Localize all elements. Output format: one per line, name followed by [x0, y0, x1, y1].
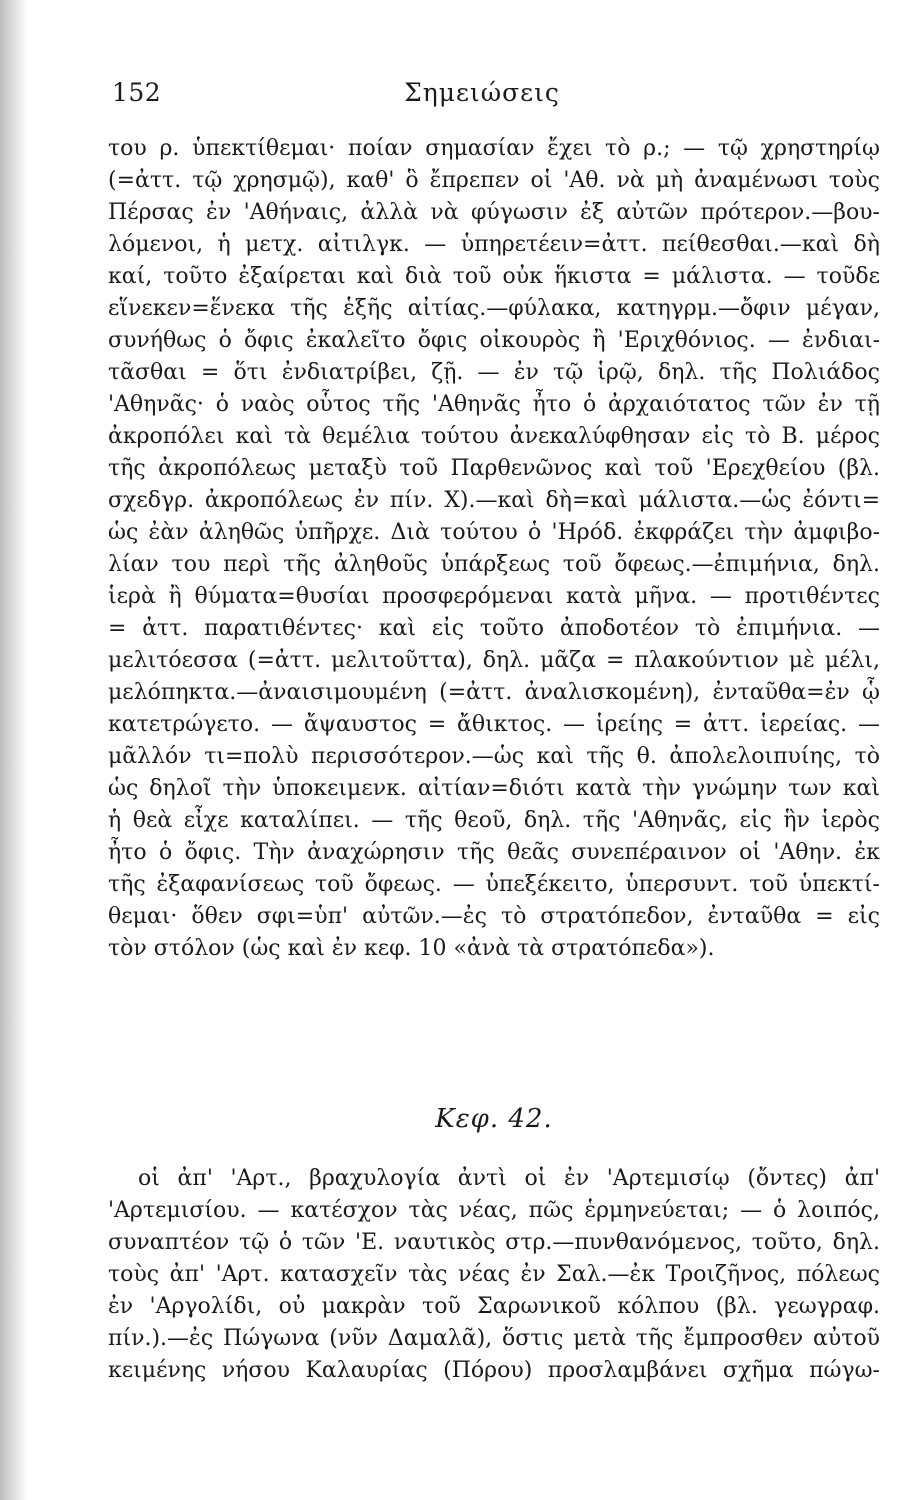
text-line: οἱ ἀπ' 'Αρτ., βραχυλογία ἀντὶ οἱ ἐν 'Αρτεμισίῳ (ὄντες) ἀπ' — [138, 1166, 880, 1191]
text-line: 'Αρτεμισίου. — κατέσχον τὰς νέας, πῶς ἑρμηνεύεται; — ὁ λοιπός, — [108, 1198, 880, 1223]
text-line: τὸν στόλον (ὡς καὶ ἐν κεφ. 10 «ἀνὰ τὰ στρατόπεδα»). — [108, 936, 715, 961]
text-line: συνήθως ὁ ὄφις ἐκαλεῖτο ὄφις οἰκουρὸς ἢ 'Εριχθόνιος. — ἐνδιαι- — [108, 328, 880, 353]
text-line: μελόπηκτα.—ἀναισιμουμένη (=ἀττ. ἀναλισκομένη), ἐνταῦθα=ἐν ᾧ — [108, 680, 880, 705]
text-line: λόμενοι, ἡ μετχ. αἰτιλγκ. — ὑπηρετέειν=ἀττ. πείθεσθαι.—καὶ δὴ — [108, 232, 880, 257]
text-line: καί, τοῦτο ἐξαίρεται καὶ διὰ τοῦ οὐκ ἥκιστα = μάλιστα. — τοῦδε — [108, 264, 880, 289]
text-line: σχεδγρ. ἀκροπόλεως ἐν πίν. Χ).—καὶ δὴ=καὶ μάλιστα.—ὡς ἐόντι= — [108, 488, 880, 513]
text-line: ἦτο ὁ ὄφις. Τὴν ἀναχώρησιν τῆς θεᾶς συνεπέραινον οἱ 'Αθην. ἐκ — [108, 840, 880, 865]
text-line: ἡ θεὰ εἶχε καταλίπει. — τῆς θεοῦ, δηλ. τῆς 'Αθηνᾶς, εἰς ἣν ἱερὸς — [108, 808, 880, 833]
text-line: ἐν 'Αργολίδι, οὐ μακρὰν τοῦ Σαρωνικοῦ κόλπου (βλ. γεωγραφ. — [108, 1294, 880, 1319]
text-line: συναπτέον τῷ ὁ τῶν 'Ε. ναυτικὸς στρ.—πυνθανόμενος, τοῦτο, δηλ. — [108, 1230, 880, 1255]
text-line: λίαν του περὶ τῆς ἀληθοῦς ὑπάρξεως τοῦ ὄφεως.—ἐπιμήνια, δηλ. — [108, 552, 880, 577]
text-line: ὡς ἐὰν ἀληθῶς ὑπῆρχε. Διὰ τούτου ὁ 'Ηρόδ. ἐκφράζει τὴν ἀμφιβο- — [108, 520, 880, 545]
page-header — [112, 78, 852, 118]
text-line: πίν.).—ἐς Πώγωνα (νῦν Δαμαλᾶ), ὅστις μετὰ τῆς ἔμπροσθεν αὐτοῦ — [108, 1326, 880, 1351]
page-gutter-shadow — [0, 0, 28, 1500]
text-line: = ἀττ. παρατιθέντες· καὶ εἰς τοῦτο ἀποδοτέον τὸ ἐπιμήνια. — — [108, 616, 880, 641]
text-line: κειμένης νήσου Καλαυρίας (Πόρου) προσλαμβάνει σχῆμα πώγω- — [108, 1358, 880, 1383]
text-line: ἱερὰ ἢ θύματα=θυσίαι προσφερόμεναι κατὰ μῆνα. — προτιθέντες — [108, 584, 880, 609]
running-head: Σημειώσεις — [404, 78, 560, 107]
text-line: τᾶσθαι = ὅτι ἐνδιατρίβει, ζῇ. — ἐν τῷ ἱρῷ, δηλ. τῆς Πολιάδος — [108, 360, 880, 385]
text-line: τῆς ἐξαφανίσεως τοῦ ὄφεως. — ὑπεξέκειτο, ὑπερσυντ. τοῦ ὑπεκτί- — [108, 872, 880, 897]
text-line: (=ἀττ. τῷ χρησμῷ), καθ' ὃ ἔπρεπεν οἱ 'Αθ. νὰ μὴ ἀναμένωσι τοὺς — [108, 168, 880, 193]
text-line: θεμαι· ὅθεν σφι=ὑπ' αὐτῶν.—ἐς τὸ στρατόπεδον, ἐνταῦθα = εἰς — [108, 904, 880, 929]
text-line: ὡς δηλοῖ τὴν ὑποκειμενκ. αἰτίαν=διότι κατὰ τὴν γνώμην των καὶ — [108, 776, 880, 801]
text-line: κατετρώγετο. — ἄψαυστος = ἄθικτος. — ἱρείης = ἀττ. ἱερείας. — — [108, 712, 880, 737]
text-line: μᾶλλόν τι=πολὺ περισσότερον.—ὡς καὶ τῆς θ. ἀπολελοιπυίης, τὸ — [108, 744, 880, 769]
text-line: Πέρσας ἐν 'Αθήναις, ἀλλὰ νὰ φύγωσιν ἐξ αὐτῶν πρότερον.—βου- — [108, 200, 880, 225]
text-line: εἵνεκεν=ἕνεκα τῆς ἑξῆς αἰτίας.—φύλακα, κατηγρμ.—ὄφιν μέγαν, — [108, 296, 880, 321]
notes-lower — [108, 1163, 880, 1387]
text-line: του ρ. ὑπεκτίθεμαι· ποίαν σημασίαν ἔχει τὸ ρ.; — τῷ χρηστηρίῳ — [108, 136, 880, 161]
page-number: 152 — [112, 78, 162, 107]
text-line: τῆς ἀκροπόλεως μεταξὺ τοῦ Παρθενῶνος καὶ τοῦ 'Ερεχθείου (βλ. — [108, 456, 880, 481]
text-line: μελιτόεσσα (=ἀττ. μελιτοῦττα), δηλ. μᾶζα = πλακούντιον μὲ μέλι, — [108, 648, 880, 673]
text-line: 'Αθηνᾶς· ὁ ναὸς οὗτος τῆς 'Αθηνᾶς ἦτο ὁ ἀρχαιότατος τῶν ἐν τῇ — [108, 392, 880, 417]
text-line: τοὺς ἀπ' 'Αρτ. κατασχεῖν τὰς νέας ἐν Σαλ.—ἐκ Τροιζῆνος, πόλεως — [108, 1262, 880, 1287]
text-line: ἀκροπόλει καὶ τὰ θεμέλια τούτου ἀνεκαλύφθησαν εἰς τὸ Β. μέρος — [108, 424, 880, 449]
section-heading: Κεφ. 42. — [435, 1104, 553, 1134]
notes-upper — [108, 133, 880, 965]
